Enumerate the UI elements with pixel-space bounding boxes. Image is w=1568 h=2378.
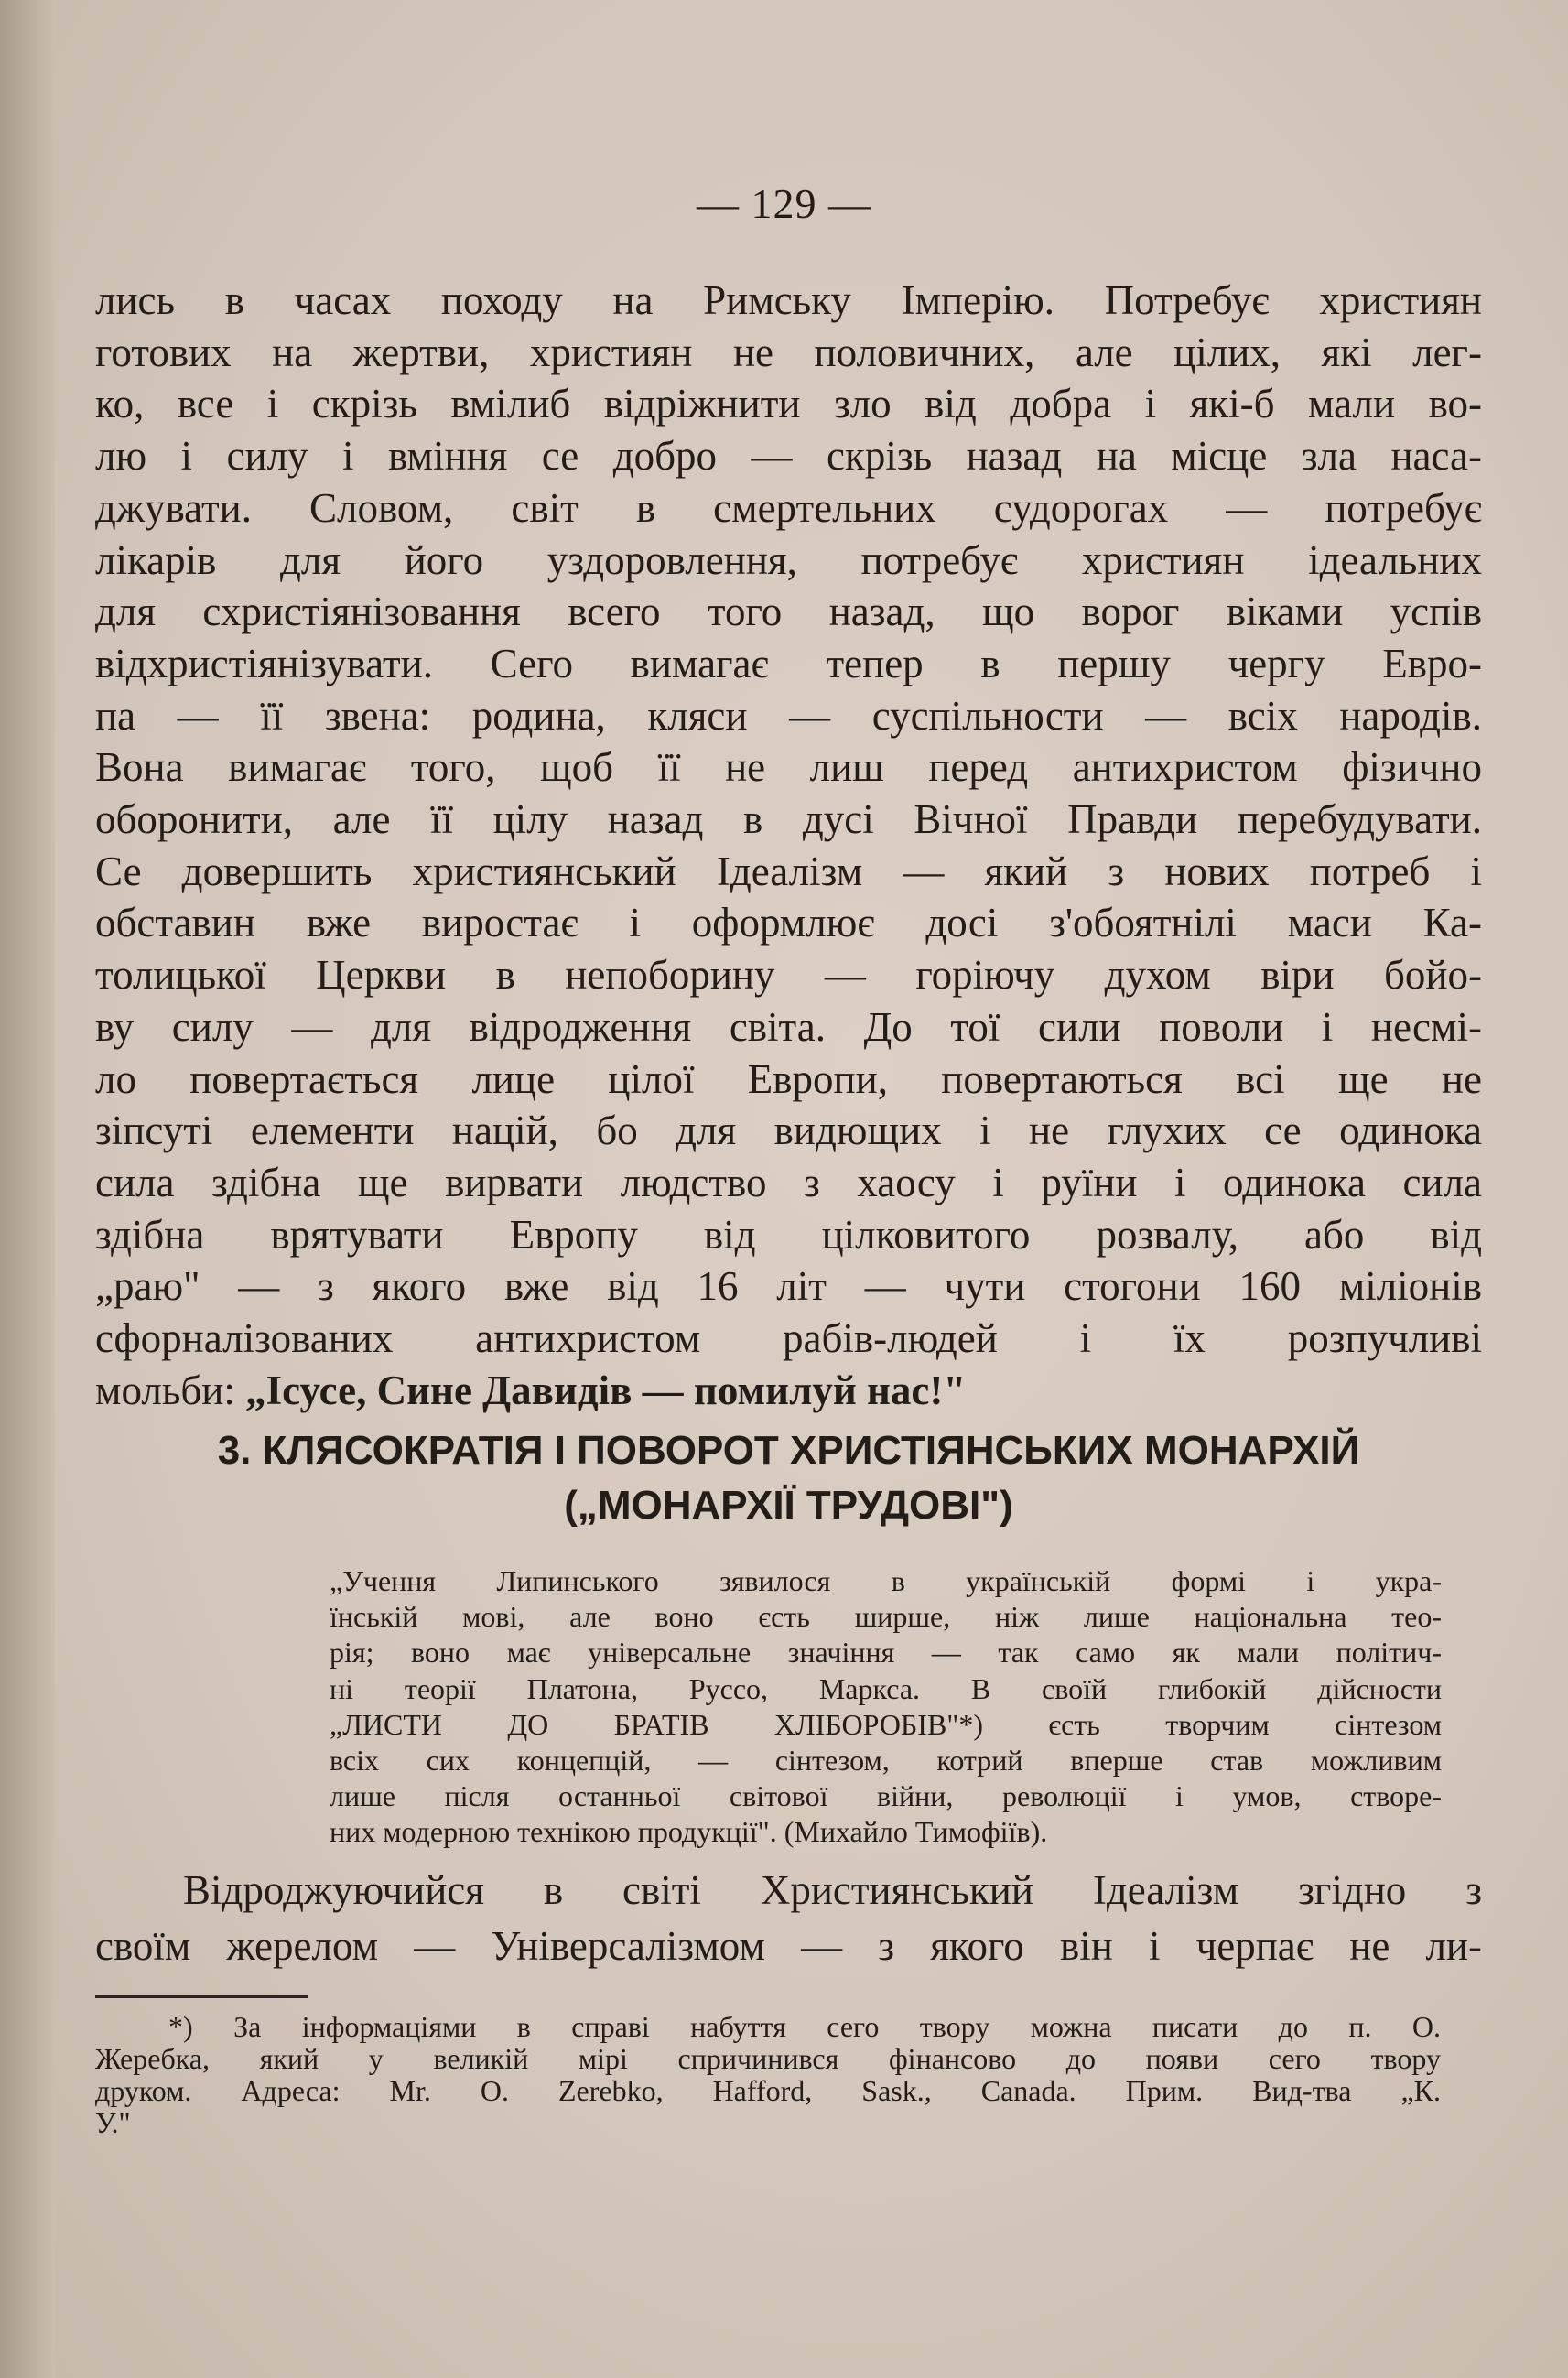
footnote-line: Жеребка, який у великій мірі спричинився фінансово до появи сего твору — [95, 2042, 1441, 2075]
main-paragraph — [95, 275, 1482, 1416]
continuation-paragraph — [95, 1863, 1482, 1974]
text-line: сила здібна ще вирвати людство з хаосу і руїни і одинока сила — [95, 1159, 1482, 1205]
text-line: джувати. Словом, світ в смертельних судорогах — потребує — [95, 484, 1482, 531]
section-heading-line-1: 3. КЛЯСОКРАТІЯ І ПОВОРОТ ХРИСТІЯНСЬКИХ МОНАРХІЙ — [217, 1428, 1360, 1473]
footnote-line: У." — [95, 2106, 131, 2139]
text-line: Вона вимагає того, щоб її не лиш перед антихристом фізично — [95, 744, 1482, 791]
epigraph-line: „Учення Липинського зявилося в українській формі і укра- — [330, 1564, 1442, 1597]
epigraph-line: всіх сих концепцій, — сінтезом, котрий вперше став можливим — [330, 1744, 1442, 1778]
page-gutter-shadow — [0, 0, 55, 2378]
text-line: сфорналізованих антихристом рабів-людей і їх розпучливі — [95, 1315, 1482, 1362]
page-number: — 129 — — [697, 180, 871, 227]
epigraph-line: їнській мові, але воно єсть ширше, ніж лише національна тео- — [330, 1600, 1442, 1634]
text-line: здібна врятувати Европу від цілковитого розвалу, або від — [95, 1211, 1482, 1258]
bold-quote: „Ісусе, Сине Давидів — помилуй нас!" — [245, 1367, 967, 1413]
epigraph-line: лише після останньої світової війни, революції і умов, створе- — [330, 1779, 1442, 1813]
text-line: обставин вже виростає і оформлює досі з'обоятнілі маси Ка- — [95, 900, 1482, 946]
footnote-divider — [95, 1995, 308, 1998]
text-line: ло повертається лице цілої Европи, повертаються всі ще не — [95, 1055, 1482, 1102]
text-line: Відроджуючийся в світі Християнський Ідеалізм згідно з — [183, 1867, 1482, 1913]
text-line: па — її звена: родина, кляси — суспільности — всіх народів. — [95, 692, 1482, 739]
epigraph-line: „ЛИСТИ ДО БРАТІВ ХЛІБОРОБІВ"*) єсть творчим сінтезом — [330, 1707, 1442, 1741]
footnote — [95, 2011, 1441, 2139]
footnote-line: друком. Адреса: Mr. O. Zerebko, Hafford, Sask., Canada. Прим. Вид-тва „К. — [95, 2074, 1441, 2107]
section-heading-line-2: („МОНАРХІЇ ТРУДОВІ") — [564, 1483, 1013, 1528]
text-line: ву силу — для відродження світа. До тої сили поволи і несмі- — [95, 1003, 1482, 1050]
epigraph-line: них модерною технікою продукції". (Михайло Тимофіїв). — [330, 1815, 1048, 1849]
text-line: лись в часах походу на Римську Імперію. Потребує християн — [95, 277, 1482, 323]
text-line-final — [95, 1365, 1482, 1417]
text-plain: мольби: — [95, 1367, 246, 1413]
text-line: оборонити, але її цілу назад в дусі Вічної Правди перебудувати. — [95, 796, 1482, 843]
text-line: відхристіянізувати. Сего вимагає тепер в першу чергу Евро- — [95, 640, 1482, 686]
text-line: „раю" — з якого вже від 16 літ — чути стогони 160 міліонів — [95, 1263, 1482, 1310]
text-line: лю і силу і вміння се добро — скрізь назад на місце зла наса- — [95, 433, 1482, 480]
text-line: зіпсуті елементи націй, бо для видющих і не глухих се одинока — [95, 1108, 1482, 1154]
epigraph-quote — [330, 1563, 1442, 1851]
epigraph-line: ні теорії Платона, Руссо, Маркса. В своїй глибокій дійсности — [330, 1671, 1442, 1705]
text-line: толицької Церкви в непоборину — горіючу духом віри бойо- — [95, 952, 1482, 999]
text-line: готових на жертви, християн не половичних, але цілих, які лег- — [95, 329, 1482, 375]
text-line: лікарів для його уздоровлення, потребує християн ідеальних — [95, 536, 1482, 583]
text-line: своїм жерелом — Універсалізмом — з якого він і черпає не ли- — [95, 1923, 1482, 1969]
text-line: Се довершить християнський Ідеалізм — який з нових потреб і — [95, 848, 1482, 894]
text-line: ко, все і скрізь вмілиб відріжнити зло від добра і які-б мали во- — [95, 381, 1482, 427]
text-line: для схристіянізовання всего того назад, що ворог віками успів — [95, 589, 1482, 635]
section-heading — [95, 1423, 1482, 1533]
epigraph-line: рія; воно має універсальне значіння — так само як мали політич- — [330, 1636, 1442, 1670]
footnote-line: *) За інформаціями в справі набуття сего твору можна писати до п. О. — [168, 2010, 1441, 2043]
